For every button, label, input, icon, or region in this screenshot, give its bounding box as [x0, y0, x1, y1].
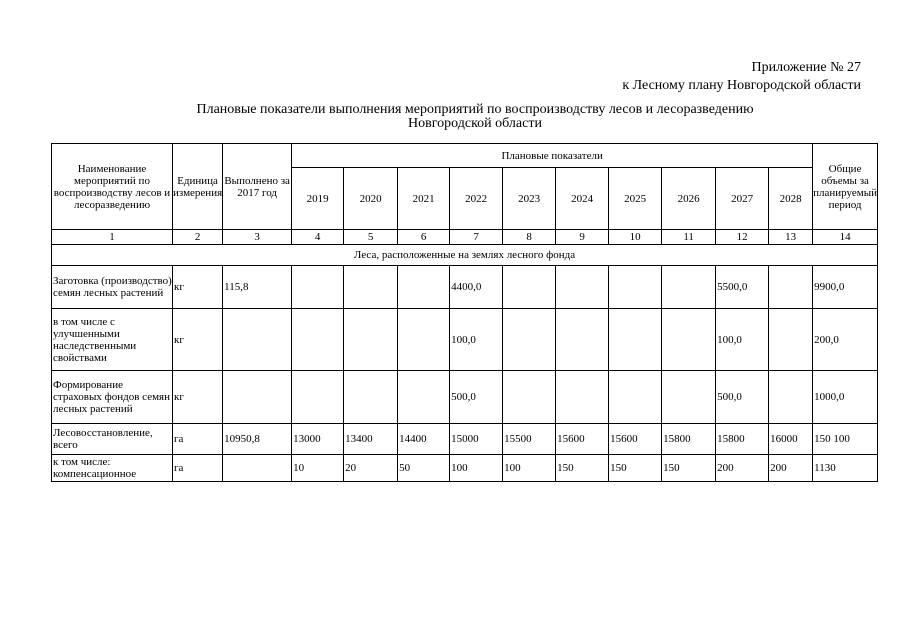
row-year-value: 15000 [450, 424, 503, 455]
row-year-value: 150 [662, 455, 716, 482]
row-year-value [609, 309, 662, 371]
column-number: 6 [398, 230, 450, 245]
section-title: Леса, расположенные на землях лесного фонда [52, 245, 878, 266]
row-year-value: 100,0 [716, 309, 769, 371]
row-year-value [344, 266, 398, 309]
row-year-value: 10 [292, 455, 344, 482]
row-total: 1000,0 [813, 371, 878, 424]
row-done-2017: 115,8 [223, 266, 292, 309]
plan-table-wrapper [51, 143, 878, 482]
row-year-value [662, 371, 716, 424]
header-year: 2020 [344, 168, 398, 230]
row-year-value: 500,0 [716, 371, 769, 424]
header-year: 2027 [716, 168, 769, 230]
header-year: 2022 [450, 168, 503, 230]
row-year-value: 150 [609, 455, 662, 482]
row-unit: кг [173, 309, 223, 371]
column-number: 10 [609, 230, 662, 245]
header-unit: Единица измерения [173, 144, 223, 230]
row-year-value: 14400 [398, 424, 450, 455]
table-row [52, 309, 878, 371]
row-total: 150 100 [813, 424, 878, 455]
row-year-value [609, 371, 662, 424]
row-activity-name: Заготовка (производство) семян лесных растений [52, 266, 173, 309]
table-row [52, 371, 878, 424]
row-year-value: 200 [769, 455, 813, 482]
row-year-value [292, 266, 344, 309]
appendix-reference: к Лесному плану Новгородской области [622, 78, 861, 93]
header-planned-indicators: Плановые показатели [292, 144, 813, 168]
row-done-2017 [223, 455, 292, 482]
row-year-value [344, 371, 398, 424]
row-unit: кг [173, 266, 223, 309]
title-line-1: Плановые показатели выполнения мероприятий по воспроизводству лесов и лесоразведению [196, 102, 754, 117]
document-title [140, 103, 810, 131]
row-year-value: 13000 [292, 424, 344, 455]
column-number: 11 [662, 230, 716, 245]
row-year-value [398, 309, 450, 371]
row-year-value: 15600 [609, 424, 662, 455]
row-done-2017 [223, 309, 292, 371]
row-year-value: 13400 [344, 424, 398, 455]
table-row [52, 266, 878, 309]
row-year-value [769, 371, 813, 424]
row-year-value: 15800 [662, 424, 716, 455]
row-activity-name: к том числе: компенсационное [52, 455, 173, 482]
row-year-value [398, 266, 450, 309]
column-number: 4 [292, 230, 344, 245]
row-year-value [769, 309, 813, 371]
row-total: 200,0 [813, 309, 878, 371]
row-year-value [398, 371, 450, 424]
row-year-value: 500,0 [450, 371, 503, 424]
row-total: 9900,0 [813, 266, 878, 309]
row-year-value [344, 309, 398, 371]
row-year-value: 16000 [769, 424, 813, 455]
row-year-value [292, 309, 344, 371]
column-number: 13 [769, 230, 813, 245]
column-number: 3 [223, 230, 292, 245]
row-year-value: 100 [503, 455, 556, 482]
row-year-value: 100,0 [450, 309, 503, 371]
row-year-value [556, 309, 609, 371]
header-year: 2019 [292, 168, 344, 230]
header-year: 2026 [662, 168, 716, 230]
header-year: 2021 [398, 168, 450, 230]
row-year-value: 15500 [503, 424, 556, 455]
row-year-value [503, 309, 556, 371]
plan-table [51, 143, 878, 482]
row-unit: га [173, 455, 223, 482]
row-year-value: 200 [716, 455, 769, 482]
row-year-value [556, 371, 609, 424]
row-year-value [769, 266, 813, 309]
column-number: 12 [716, 230, 769, 245]
row-year-value [662, 309, 716, 371]
appendix-header [622, 59, 861, 95]
row-year-value [292, 371, 344, 424]
row-done-2017: 10950,8 [223, 424, 292, 455]
header-year: 2023 [503, 168, 556, 230]
table-row [52, 455, 878, 482]
table-row [52, 424, 878, 455]
row-activity-name: в том числе с улучшенными наследственными свойствами [52, 309, 173, 371]
column-number: 5 [344, 230, 398, 245]
row-year-value [503, 266, 556, 309]
row-year-value [609, 266, 662, 309]
row-activity-name: Лесовосстановление, всего [52, 424, 173, 455]
appendix-number: Приложение № 27 [751, 60, 861, 75]
row-year-value [662, 266, 716, 309]
row-unit: кг [173, 371, 223, 424]
column-number: 2 [173, 230, 223, 245]
header-year: 2024 [556, 168, 609, 230]
column-number: 1 [52, 230, 173, 245]
row-year-value: 15800 [716, 424, 769, 455]
row-activity-name: Формирование страховых фондов семян лесных растений [52, 371, 173, 424]
header-total-volume: Общие объемы за планируемый период [813, 144, 878, 230]
column-number: 9 [556, 230, 609, 245]
title-line-2: Новгородской области [408, 116, 542, 131]
row-unit: га [173, 424, 223, 455]
row-year-value: 50 [398, 455, 450, 482]
column-number: 7 [450, 230, 503, 245]
row-year-value: 5500,0 [716, 266, 769, 309]
row-year-value: 20 [344, 455, 398, 482]
column-number: 14 [813, 230, 878, 245]
header-done-2017: Выполнено за 2017 год [223, 144, 292, 230]
row-total: 1130 [813, 455, 878, 482]
row-year-value: 4400,0 [450, 266, 503, 309]
row-year-value: 150 [556, 455, 609, 482]
header-year: 2025 [609, 168, 662, 230]
row-year-value: 100 [450, 455, 503, 482]
row-year-value [556, 266, 609, 309]
column-number: 8 [503, 230, 556, 245]
row-done-2017 [223, 371, 292, 424]
row-year-value: 15600 [556, 424, 609, 455]
header-year: 2028 [769, 168, 813, 230]
header-activity-name: Наименование мероприятий по воспроизводству лесов и лесоразведению [52, 144, 173, 230]
row-year-value [503, 371, 556, 424]
